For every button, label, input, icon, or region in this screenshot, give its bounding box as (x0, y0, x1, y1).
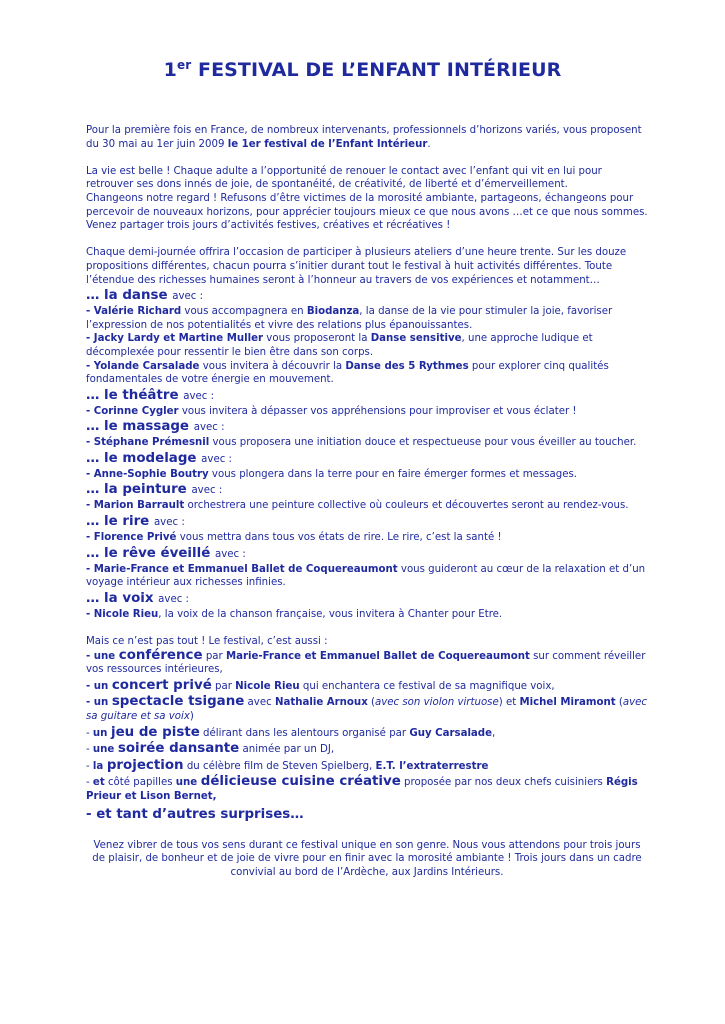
intro-paragraph-2: La vie est belle ! Chaque adulte a l’opportunité de renouer le contact avec l’enfant qui vit en lui pour retrouver ses dons innés de joie, de spontanéité, de créativité, de liberté et d’émerveillement. (86, 165, 602, 191)
intro-paragraph-5: Chaque demi-journée offrira l’occasion de participer à plusieurs ateliers d’une heure trente. Sur les douze propositions différentes, chacun pourra s’initier durant tout le festival à huit activités différentes. Toute l’étendue des richesses humaines seront à l’honneur au travers de vos expériences et notamment… (86, 247, 627, 286)
intro-paragraph-4: Venez partager trois jours d’activités festives, créatives et récréatives ! (86, 220, 451, 232)
section-heading-reve: … le rêve éveillé avec : (86, 545, 246, 561)
title-ordinal: er (177, 58, 192, 72)
page-title (0, 58, 725, 81)
section-heading-rire: … le rire avec : (86, 514, 185, 530)
extra-jeu-de-piste: - un jeu de piste délirant dans les alentours organisé par Guy Carsalade, (86, 724, 496, 740)
intro-paragraph-3: Changeons notre regard ! Refusons d’être victimes de la morosité ambiante, partageons, échangeons pour percevoir de nouveaux horizons, pour apprécier toujours mieux ce que nous avons …et ce que nous sommes. (86, 192, 648, 218)
extra-surprises: - et tant d’autres surprises… (86, 806, 304, 822)
extra-concert: - un concert privé par Nicole Rieu qui enchantera ce festival de sa magnifique voix, (86, 677, 555, 693)
section-heading-theatre: … le théâtre avec : (86, 387, 215, 403)
extra-conference: - une conférence par Marie-France et Emmanuel Ballet de Coquereaumont sur comment réveiller vos ressources intérieures, (86, 647, 646, 676)
activity-massage: - Stéphane Prémesnil vous proposera une initiation douce et respectueuse pour vous éveiller au toucher. (86, 437, 637, 449)
title-number: 1 (163, 59, 177, 81)
activity-reve: - Marie-France et Emmanuel Ballet de Coquereaumont vous guideront au cœur de la relaxation et d’un voyage intérieur aux richesses infinies. (86, 563, 646, 589)
activity-danse-3: - Yolande Carsalade vous invitera à découvrir la Danse des 5 Rythmes pour explorer cinq qualités fondamentales de votre énergie en mouvement. (86, 360, 609, 386)
activity-peinture: - Marion Barrault orchestrera une peinture collective où couleurs et découvertes seront au rendez-vous. (86, 500, 629, 512)
closing-paragraph: Venez vibrer de tous vos sens durant ce festival unique en son genre. Nous vous attendons pour trois jours de plaisir, de bonheur et de joie de vivre pour en finir avec la morosité ambiante ! Trois jours dans un cadre convivial au bord de l’Ardèche, aux Jardins Intérieurs. (92, 839, 642, 878)
activity-rire: - Florence Privé vous mettra dans tous vos états de rire. Le rire, c’est la santé ! (86, 532, 502, 544)
activity-danse-2: - Jacky Lardy et Martine Muller vous proposeront la Danse sensitive, une approche ludique et décomplexée pour ressentir le bien être dans son corps. (86, 333, 593, 358)
section-heading-danse: … la danse avec : (86, 288, 204, 304)
section-heading-modelage: … le modelage avec : (86, 450, 232, 466)
activity-theatre: - Corinne Cygler vous invitera à dépasser vos appréhensions pour improviser et vous éclater ! (86, 405, 577, 417)
intro-paragraph-1: Pour la première fois en France, de nombreux intervenants, professionnels d’horizons variés, vous proposent du 30 mai au 1er juin 2009 le 1er festival de l’Enfant Intérieur. (86, 125, 642, 150)
extra-soiree: - une soirée dansante animée par un DJ, (86, 741, 335, 757)
section-heading-peinture: … la peinture avec : (86, 482, 223, 498)
extra-projection: - la projection du célèbre film de Steven Spielberg, E.T. l’extraterrestre (86, 757, 489, 773)
extra-spectacle: - un spectacle tsigane avec Nathalie Arnoux (avec son violon virtuose) et Michel Miramont (avec sa guitare et sa voix) (86, 694, 647, 722)
more-intro: Mais ce n’est pas tout ! Le festival, c’est aussi : (86, 636, 328, 648)
section-heading-voix: … la voix avec : (86, 590, 189, 606)
extra-cuisine: - et côté papilles une délicieuse cuisine créative proposée par nos deux chefs cuisiniers Régis Prieur et Lison Bernet, (86, 774, 638, 802)
activity-voix: - Nicole Rieu, la voix de la chanson française, vous invitera à Chanter pour Etre. (86, 608, 503, 620)
title-text: FESTIVAL DE L’ENFANT INTÉRIEUR (197, 59, 562, 81)
activity-danse-1: - Valérie Richard vous accompagnera en Biodanza, la danse de la vie pour stimuler la joie, favoriser l’expression de nos potentialités et vivre des relations plus épanouissantes. (86, 306, 613, 331)
section-heading-massage: … le massage avec : (86, 419, 225, 435)
activity-modelage: - Anne-Sophie Boutry vous plongera dans la terre pour en faire émerger formes et messages. (86, 468, 578, 480)
document-body (86, 124, 648, 879)
